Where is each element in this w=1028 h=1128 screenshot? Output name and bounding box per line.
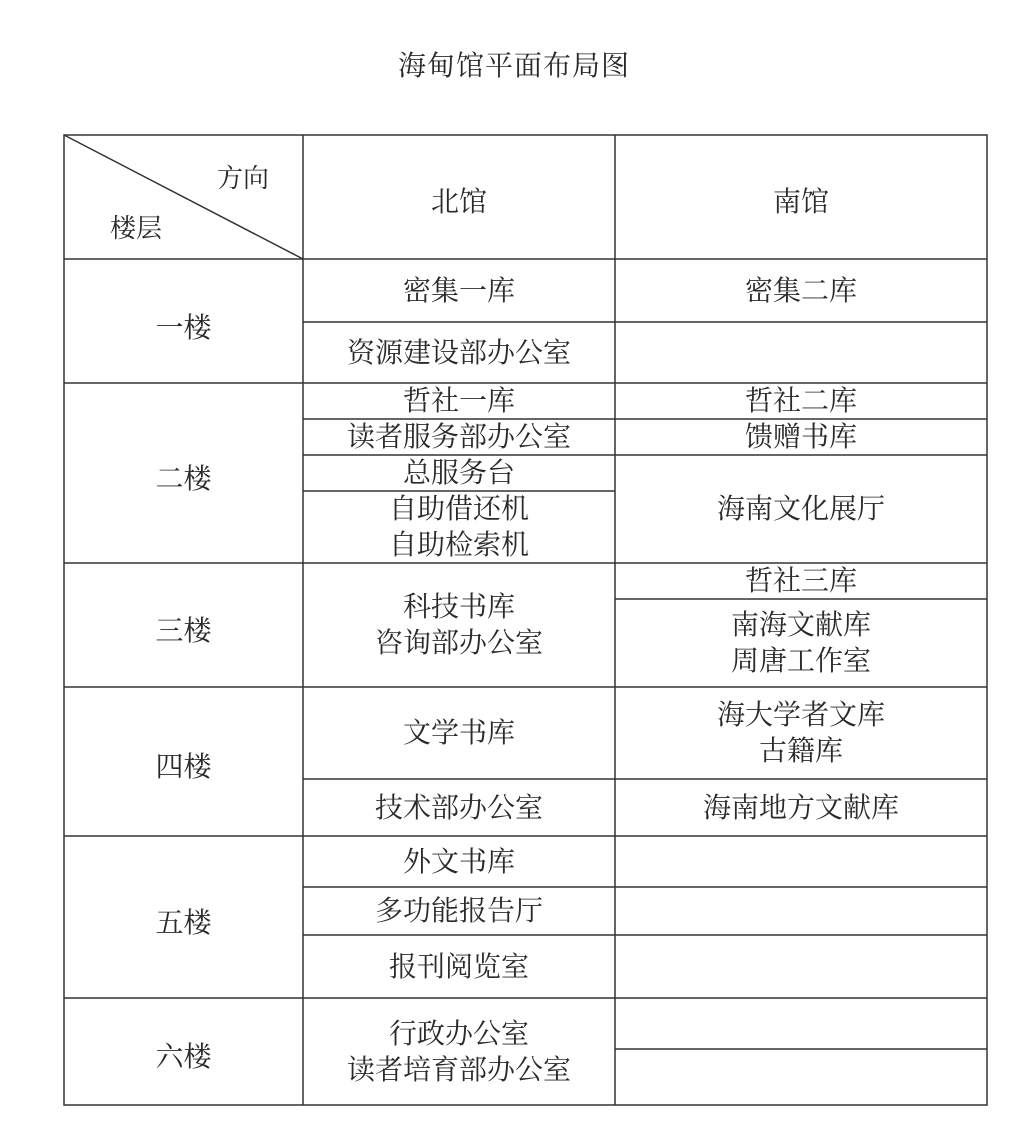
north-room: 多功能报告厅 [374,894,543,927]
floor-label-2: 二楼 [155,462,212,495]
header-direction-label: 方向 [217,164,270,194]
north-room: 科技书库 咨询部办公室 [374,590,543,659]
north-room: 文学书库 [402,716,515,749]
south-room: 海南文化展厅 [716,492,885,525]
south-room: 海南地方文献库 [702,790,899,824]
floor-label-5: 五楼 [155,906,212,939]
south-room: 哲社三库 [744,564,857,597]
floor-label-3: 三楼 [155,614,212,647]
south-room: 海大学者文库 古籍库 [716,698,885,767]
header-north-label: 北馆 [430,185,487,218]
page-title: 海甸馆平面布局图 [397,49,630,82]
south-room-empty [615,322,987,383]
floor-label-1: 一楼 [155,311,212,344]
header-south-label: 南馆 [772,185,829,218]
south-room: 南海文献库 周唐工作室 [730,608,871,677]
header-floor-label: 楼层 [110,214,163,244]
north-room: 报刊阅览室 [388,949,529,983]
floor-label-6: 六楼 [155,1040,212,1073]
north-room: 外文书库 [402,844,515,878]
north-room: 自助借还机 自助检索机 [388,492,529,561]
north-room: 总服务台 [402,456,515,489]
south-room: 哲社二库 [744,384,857,417]
south-room: 密集二库 [744,273,857,307]
floor-label-4: 四楼 [155,750,212,783]
north-room: 哲社一库 [402,384,515,417]
north-room: 密集一库 [402,273,515,307]
north-room: 资源建设部办公室 [346,335,571,369]
north-room: 行政办公室 读者培育部办公室 [346,1016,571,1086]
south-room: 馈赠书库 [744,420,857,453]
north-room: 技术部办公室 [374,790,543,824]
north-room: 读者服务部办公室 [346,420,571,453]
